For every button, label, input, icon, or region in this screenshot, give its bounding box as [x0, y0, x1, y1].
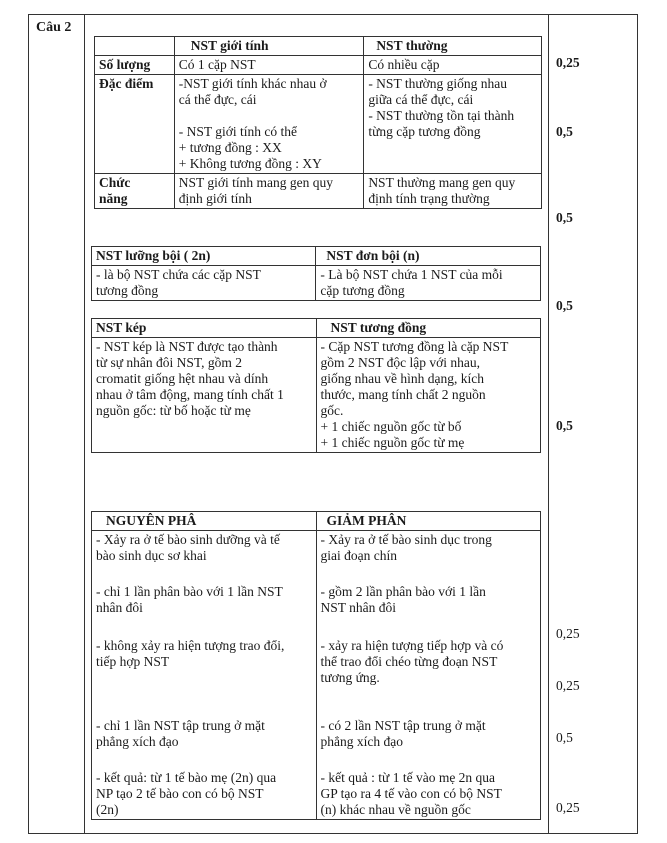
cell: Có nhiều cặp — [364, 56, 542, 75]
score: 0,25 — [556, 800, 580, 815]
score: 0,25 — [556, 678, 580, 693]
row-label: Đặc điểm — [95, 75, 175, 174]
table-double-vs-homologous — [91, 318, 541, 453]
table-mitosis-vs-meiosis — [91, 511, 541, 820]
table-row — [92, 266, 541, 301]
header-diploid: NST lưỡng bội ( 2n) — [92, 247, 316, 266]
header-double-chromosome: NST kép — [92, 319, 317, 338]
table-row — [92, 531, 541, 820]
cell: - NST thường giống nhau giữa cá thể đực, cái - NST thường tồn tại thành từng cặp tương đồng — [364, 75, 542, 174]
question-label: Câu 2 — [36, 20, 72, 35]
cell: NST thường mang gen quy định tính trạng thường — [364, 174, 542, 209]
cell: - Xảy ra ở tế bào sinh dưỡng và tế bào sinh dục sơ khai - chỉ 1 lần phân bào với 1 lần NST nhân đôi - không xảy ra hiện tượng trao đổi, tiếp hợp NST - chỉ 1 lần NST tập trung ở mặt phẳng xích đạo - kết quả: từ 1 tế bào mẹ (2n) qua NP tạo 2 tế bào con có bộ NST (2n) — [92, 531, 317, 820]
table-header-row — [92, 247, 541, 266]
row-label: Chức năng — [95, 174, 175, 209]
header-mitosis: NGUYÊN PHÂ — [92, 512, 317, 531]
score: 0,5 — [556, 418, 573, 433]
cell: -NST giới tính khác nhau ở cá thể đực, cái - NST giới tính có thể + tương đồng : XX + Không tương đồng : XY — [174, 75, 364, 174]
column-divider-right — [548, 14, 549, 834]
table-row — [95, 56, 542, 75]
score: 0,5 — [556, 730, 573, 745]
header-homologous: NST tương đồng — [316, 319, 541, 338]
cell: - Là bộ NST chứa 1 NST của mỗi cặp tương đồng — [316, 266, 541, 301]
column-divider-left — [84, 14, 85, 834]
cell: - Xảy ra ở tế bào sinh dục trong giai đoạn chín - gồm 2 lần phân bào với 1 lần NST nhân đôi - xảy ra hiện tượng tiếp hợp và có thể trao đổi chéo từng đoạn NST tương ứng. - có 2 lần NST tập trung ở mặt phẳng xích đạo - kết quả : từ 1 tế vào mẹ 2n qua GP tạo ra 4 tế vào con có bộ NST (n) khác nhau về nguồn gốc — [316, 531, 540, 820]
header-haploid: NST đơn bội (n) — [316, 247, 541, 266]
table-row — [95, 75, 542, 174]
cell: - NST kép là NST được tạo thành từ sự nhân đôi NST, gồm 2 cromatit giống hệt nhau và dính nhau ở tâm động, mang tính chất 1 nguồn gốc: từ bố hoặc từ mẹ — [92, 338, 317, 453]
row-label: Số lượng — [95, 56, 175, 75]
table-sex-vs-autosome — [94, 36, 542, 209]
header-autosome: NST thường — [364, 37, 542, 56]
table-row — [92, 338, 541, 453]
table-header-row — [92, 512, 541, 531]
header-blank — [95, 37, 175, 56]
score: 0,25 — [556, 55, 580, 70]
score: 0,25 — [556, 626, 580, 641]
score: 0,5 — [556, 298, 573, 313]
table-header-row — [92, 319, 541, 338]
table-row — [95, 174, 542, 209]
header-sex-chromosome: NST giới tính — [174, 37, 364, 56]
header-meiosis: GIẢM PHÂN — [316, 512, 540, 531]
score: 0,5 — [556, 210, 573, 225]
table-header-row — [95, 37, 542, 56]
table-diploid-vs-haploid — [91, 246, 541, 301]
cell: Có 1 cặp NST — [174, 56, 364, 75]
score: 0,5 — [556, 124, 573, 139]
cell: - Cặp NST tương đồng là cặp NST gồm 2 NST độc lập với nhau, giống nhau về hình dạng, kích thước, mang tính chất 2 nguồn gốc. + 1 chiếc nguồn gốc từ bố + 1 chiếc nguồn gốc từ mẹ — [316, 338, 541, 453]
cell: - là bộ NST chứa các cặp NST tương đồng — [92, 266, 316, 301]
cell: NST giới tính mang gen quy định giới tính — [174, 174, 364, 209]
